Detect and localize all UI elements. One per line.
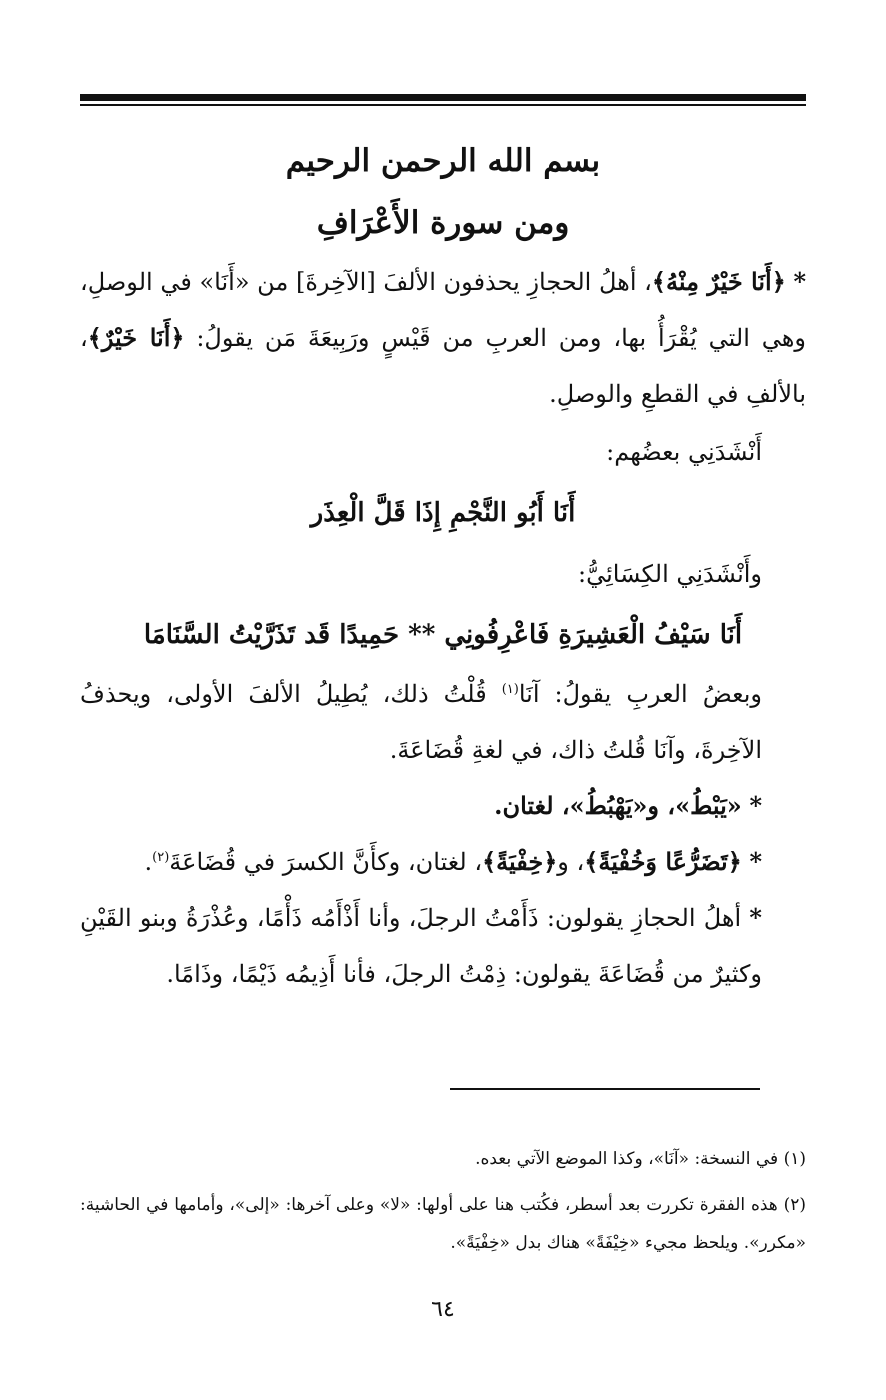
verse-2: أَنَا سَيْفُ الْعَشِيرَةِ فَاعْرِفُونِي ** حَمِيدًا قَد تَذَرَّيْتُ السَّنَامَا [143,620,743,650]
footnote-ref[interactable]: (٢) [152,850,170,865]
header-rule-thin [80,104,806,106]
header-rule-thick [80,94,806,101]
paragraph-3 [80,778,806,834]
paragraph-text: وبعضُ العربِ يقولُ: آنَا [518,680,762,708]
verse-1: أَنَا أَبُو النَّجْمِ إِذَا قَلَّ الْعِذَر [310,498,576,528]
surah-title: ومن سورة الأَعْرَافِ [316,205,570,241]
footnotes [80,1140,806,1262]
paragraph-text: ، لغتان، وكأَنَّ الكسرَ في قُضَاعَةَ [169,848,483,876]
quran-quote: ﴿أَنَا خَيْرٌ﴾ [87,323,185,352]
footnote-text: في النسخة: «آنَا»، وكذا الموضع الآتي بعده. [475,1149,784,1169]
footnote-2 [80,1186,806,1262]
footnote-marker: (٢) [783,1195,806,1215]
quran-quote: ﴿خِفْيَةً﴾ [482,847,558,876]
footnote-1 [80,1140,806,1178]
paragraph-2 [80,666,806,778]
footnote-text: هذه الفقرة تكررت بعد أسطر، فكُتب هنا على أولها: «لا» وعلى آخرها: «إلى»، وأمامها في الحاشية: «مكرر». ويلحظ مجيء «خِيْفَةً» هناك بدل «خِفْيَةً». [80,1195,806,1253]
paragraph-5 [80,890,806,1002]
star-marker: * [749,903,762,932]
paragraph-text: ، بالألفِ في القطعِ والوصلِ. [80,324,806,408]
paragraph-text: قُلْتُ ذلك، يُطِيلُ الألفَ الأولى، ويحذفُ الآخِرةَ، وآنَا قُلتُ ذاك، في لغةِ قُضَاعَةَ. [80,680,762,764]
paragraph-4 [80,834,806,890]
star-marker: * [793,267,807,296]
quran-quote: ﴿تَضَرُّعًا وَخُفْيَةً﴾ [584,847,742,876]
verse-intro-2: وأَنْشَدَنِي الكِسَائِيُّ: [578,560,762,588]
paragraph-text: ، أهلُ الحجازِ يحذفون الألفَ [الآخِرةَ] من «أَنَا» في الوصلِ، وهي التي يُقْرَأُ بها، ومن العربِ من قَيْسٍ ورَبِيعَةَ مَن يقولُ: [80,268,806,352]
page-number: ٦٤ [431,1297,455,1322]
paragraph-1 [80,254,806,422]
footnote-separator [450,1088,760,1090]
quran-quote: ﴿أَنَا خَيْرٌ مِنْهُ﴾ [651,267,786,296]
paragraph-text: «يَبْطُ»، و«يَهْبُطُ»، لغتان. [494,791,742,820]
paragraph-text: أهلُ الحجازِ يقولون: ذَأَمْتُ الرجلَ، وأنا أَذْأَمُه ذَأْمًا، وعُذْرَةُ وبنو القَيْنِ وكثيرٌ من قُضَاعَةَ يقولون: ذِمْتُ الرجلَ، فأنا أَذِيمُه ذَيْمًا، وذَامًا. [80,904,762,988]
verse-intro-1: أَنْشَدَنِي بعضُهم: [606,438,762,466]
footnote-marker: (١) [783,1149,806,1169]
page-body [80,130,806,1002]
basmala: بسم الله الرحمن الرحيم [285,143,601,179]
paragraph-text: . [144,848,153,876]
star-marker: * [749,791,762,820]
star-marker: * [749,847,762,876]
paragraph-text: ، و [557,848,585,876]
footnote-ref[interactable]: (١) [501,682,519,697]
